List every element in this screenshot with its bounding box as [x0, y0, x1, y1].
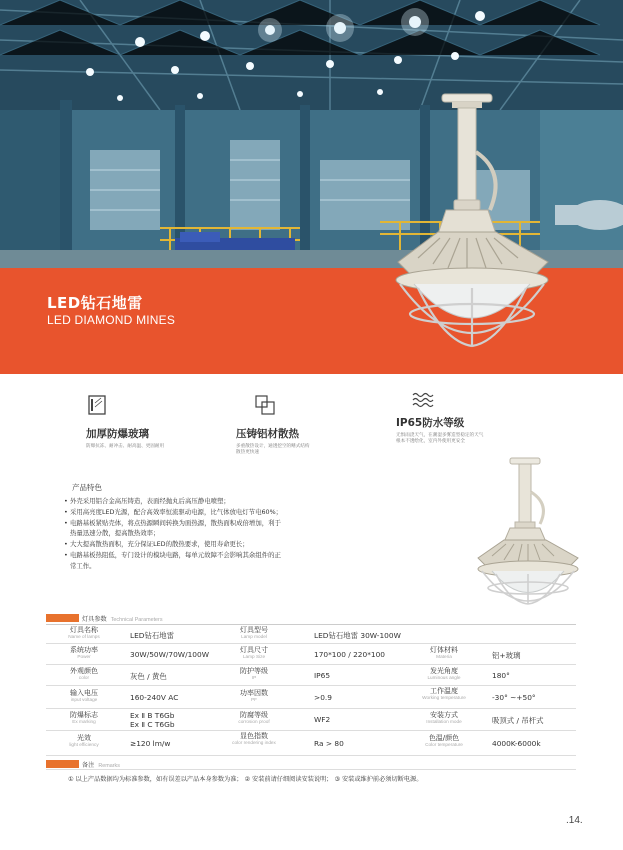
param-value: IP65: [314, 671, 331, 680]
heat-sink-icon: [254, 394, 276, 416]
table-row: [406, 688, 482, 701]
param-value: 30W/50W/70W/100W: [130, 650, 210, 659]
param-label: 输入电压: [70, 689, 98, 697]
param-label-en: Color temperature: [425, 742, 463, 747]
table-divider: [46, 643, 576, 644]
param-label: 显色指数: [240, 732, 268, 740]
param-value: 铝+玻璃: [492, 651, 521, 660]
feature-title: 加厚防爆玻璃: [86, 428, 149, 440]
table-divider: [46, 624, 576, 625]
feature-title: 压铸铝材散热: [236, 428, 299, 440]
param-value: 170*100 / 220*100: [314, 650, 386, 659]
remarks-header-en: Remarks: [98, 763, 120, 769]
param-value: LED钻石地雷: [130, 631, 175, 640]
table-row: [216, 690, 292, 703]
param-label-en: color: [78, 675, 90, 680]
params-header-bar: [46, 614, 79, 622]
table-row: [46, 668, 122, 681]
param-value: WF2: [314, 715, 331, 724]
param-value: 吸顶式 / 吊杆式: [492, 716, 544, 725]
param-label-en: Working temperature: [422, 695, 466, 700]
params-header-en: Technical Parameters: [110, 617, 163, 623]
table-row: [46, 712, 122, 725]
param-label-en: Luminous angle: [427, 675, 461, 680]
param-label-en: Materia: [436, 654, 452, 659]
remarks-text: ① 以上产品数据均为标准参数，如有误差以产品本身参数为准； ② 安装前请仔细阅读安装说明； ③ 安装或维护前必须切断电源。: [68, 776, 423, 783]
param-label: 灯具型号: [240, 626, 268, 634]
feature-desc: 防爆抗冻、耐冲击、耐高温、更固耐用: [86, 444, 165, 449]
feature-heatsink: [236, 394, 310, 457]
table-divider: [46, 769, 576, 770]
param-label: 防护等级: [240, 667, 268, 675]
param-value: LED钻石地雷 30W-100W: [314, 631, 401, 640]
param-value: [130, 711, 175, 729]
lamp-product-image-small: [468, 456, 588, 610]
param-label-en: light efficiency: [69, 742, 99, 747]
feature-desc: 多重散热设计，通透挖空的鳍式结构: [236, 444, 310, 449]
list-item: • 外壳采用铝合金高压铸造，表面经抛丸后高压静电喷塑；: [64, 496, 284, 507]
glass-pane-icon: [86, 394, 108, 416]
param-label: 防爆标志: [70, 711, 98, 719]
table-divider: [46, 664, 576, 665]
param-label-en: Power: [77, 654, 91, 659]
table-divider: [46, 708, 576, 709]
page-number: .14.: [566, 815, 583, 826]
param-label-en: PF: [251, 697, 257, 702]
param-value: 灰色 / 黄色: [130, 672, 167, 681]
lamp-product-image-large: [378, 92, 568, 358]
table-row: [46, 647, 122, 660]
table-row: [216, 712, 292, 725]
table-row: [46, 735, 122, 748]
param-label: 灯体材料: [430, 646, 458, 654]
feature-title: IP65防水等级: [396, 417, 465, 429]
param-label: 灯具尺寸: [240, 646, 268, 654]
table-row: [216, 647, 292, 660]
param-label: 灯具名称: [70, 626, 98, 634]
param-label: 光效: [77, 734, 91, 742]
param-value: Ra > 80: [314, 739, 344, 748]
waves-icon: [412, 392, 434, 414]
feature-desc: 根本不透绘化，室内外使用更安全: [396, 439, 465, 445]
param-value: ≥120 lm/w: [130, 739, 171, 748]
param-label: 功率因数: [240, 689, 268, 697]
params-header: [82, 614, 163, 623]
param-value: -30° ~+50°: [492, 693, 536, 702]
table-row: [406, 712, 482, 725]
param-label-en: color rendering index: [232, 740, 276, 745]
product-title-cn: LED钻石地雷: [47, 294, 143, 312]
table-row: [216, 627, 292, 640]
feature-glass: [86, 394, 164, 450]
param-value: 160-240V AC: [130, 693, 179, 702]
param-label: 色温/颜色: [428, 734, 460, 742]
list-item: • 电路基板热阻低，专门设计的模块电路，每单元故障不会影响其余组件的正常工作。: [64, 550, 284, 572]
table-divider: [46, 685, 576, 686]
table-divider: [46, 730, 576, 731]
list-item: • 电路基板紧贴壳体，将点热源瞬间转换为面热源，散热面积成倍增加，利于热量迅速分散，提高散热效率；: [64, 518, 284, 540]
ex-marking-line: Ex Ⅱ C T6Gb: [130, 720, 175, 729]
param-label: 系统功率: [70, 646, 98, 654]
ex-marking-line: Ex Ⅱ B T6Gb: [130, 711, 175, 720]
table-row: [46, 627, 122, 640]
table-row: [406, 647, 482, 660]
param-value: >0.9: [314, 693, 332, 702]
param-label-en: Name of lamps: [68, 634, 100, 639]
param-label-en: Installation mode: [426, 719, 462, 724]
param-label: 安装方式: [430, 711, 458, 719]
table-row: [406, 735, 482, 748]
param-label-en: input voltage: [70, 697, 98, 702]
param-label-en: corrosion proof: [238, 719, 270, 724]
param-label: 防腐等级: [240, 711, 268, 719]
table-row: [216, 668, 292, 681]
param-label-en: Lamp model: [241, 634, 267, 639]
list-item: • 大大提高散热面积，充分保证LED的散热要求，使用寿命更长；: [64, 539, 284, 550]
param-label-en: Lamp Size: [242, 654, 266, 659]
param-value: 180°: [492, 671, 510, 680]
param-label: 发光角度: [430, 667, 458, 675]
table-row: [406, 668, 482, 681]
remarks-header-cn: 备注: [82, 762, 95, 769]
product-title-en: LED DIAMOND MINES: [47, 313, 176, 327]
param-label: 外观颜色: [70, 667, 98, 675]
remarks-header-bar: [46, 760, 79, 768]
param-label-en: Ex marking: [72, 719, 96, 724]
table-row: [46, 690, 122, 703]
product-features-list: [64, 496, 284, 572]
product-features-title: 产品特色: [72, 483, 102, 492]
feature-desc: 散热更快速: [236, 450, 259, 456]
remarks-header: [82, 760, 120, 769]
table-row: [216, 733, 292, 746]
feature-desc: 无惧雨浇天气，在潮湿多雾造型稳定的天气: [396, 433, 484, 438]
param-value: 4000K-6000k: [492, 739, 541, 748]
param-label: 工作温度: [430, 687, 458, 695]
feature-waterproof: [396, 392, 483, 446]
list-item: • 采用高亮度LED光源，配合高效率恒流驱动电源，比气体放电灯节电60%；: [64, 507, 284, 518]
param-label-en: IP: [251, 675, 257, 680]
table-divider: [46, 755, 576, 756]
params-header-cn: 灯具参数: [82, 616, 107, 623]
